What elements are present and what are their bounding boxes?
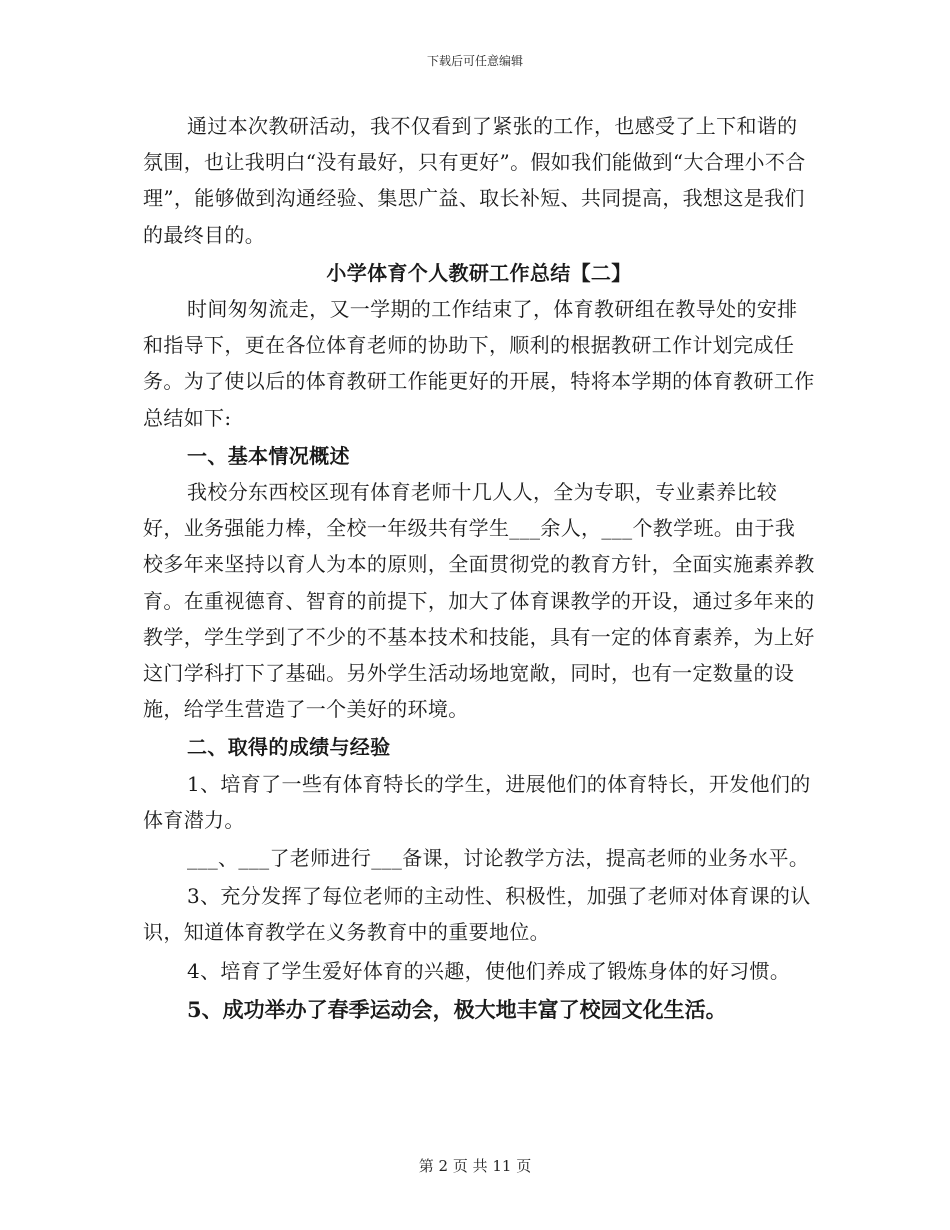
heading-achievements: 二、取得的成绩与经验: [187, 735, 391, 760]
list-item-3: 3、充分发挥了每位老师的主动性、积极性，加强了老师对体育课的认识，知道体育教学在义务教育中的重要地位。: [143, 884, 811, 945]
heading-basic-situation: 一、基本情况概述: [187, 443, 350, 468]
page-number: 第 2 页 共 11 页: [418, 1157, 532, 1175]
list-item-5: 5、成功举办了春季运动会，极大地丰富了校园文化生活。: [187, 996, 727, 1022]
list-item-4: 4、培育了学生爱好体育的兴趣，使他们养成了锻炼身体的好习惯。: [187, 958, 791, 983]
paragraph-basic-situation: 我校分东西校区现有体育老师十几人人，全为专职，专业素养比较好，业务强能力棒，全校一年级共有学生___余人，___个教学班。由于我校多年来坚持以育人为本的原则，全面贯彻党的教育方针，全面实施素养教育。在重视德育、智育的前提下，加大了体育课教学的开设，通过多年来的教学，学生学到了不少的不基本技术和技能，具有一定的体育素养，为上好这门学科打下了基础。另外学生活动场地宽敞，同时，也有一定数量的设施，给学生营造了一个美好的环境。: [143, 480, 815, 722]
document-body: [143, 108, 815, 1050]
list-item-1: 1、培育了一些有体育特长的学生，进展他们的体育特长，开发他们的体育潜力。: [143, 771, 811, 832]
page-header-note: 下载后可任意编辑: [426, 54, 523, 68]
list-item-2: ___、___了老师进行___备课，讨论教学方法，提高老师的业务水平。: [187, 846, 810, 871]
paragraph-intro: 通过本次教研活动，我不仅看到了紧张的工作，也感受了上下和谐的氛围，也让我明白“没有最好，只有更好”。假如我们能做到“大合理小不合理”，能够做到沟通经验、集思广益、取长补短、共同提高，我想这是我们的最终目的。: [143, 114, 806, 247]
paragraph-overview: 时间匆匆流走，又一学期的工作结束了，体育教研组在教导处的安排和指导下，更在各位体育老师的协助下，顺利的根据教研工作计划完成任务。为了使以后的体育教研工作能更好的开展，特将本学期的体育教研工作总结如下:: [143, 297, 815, 430]
section-title: 小学体育个人教研工作总结【二】: [326, 260, 632, 285]
